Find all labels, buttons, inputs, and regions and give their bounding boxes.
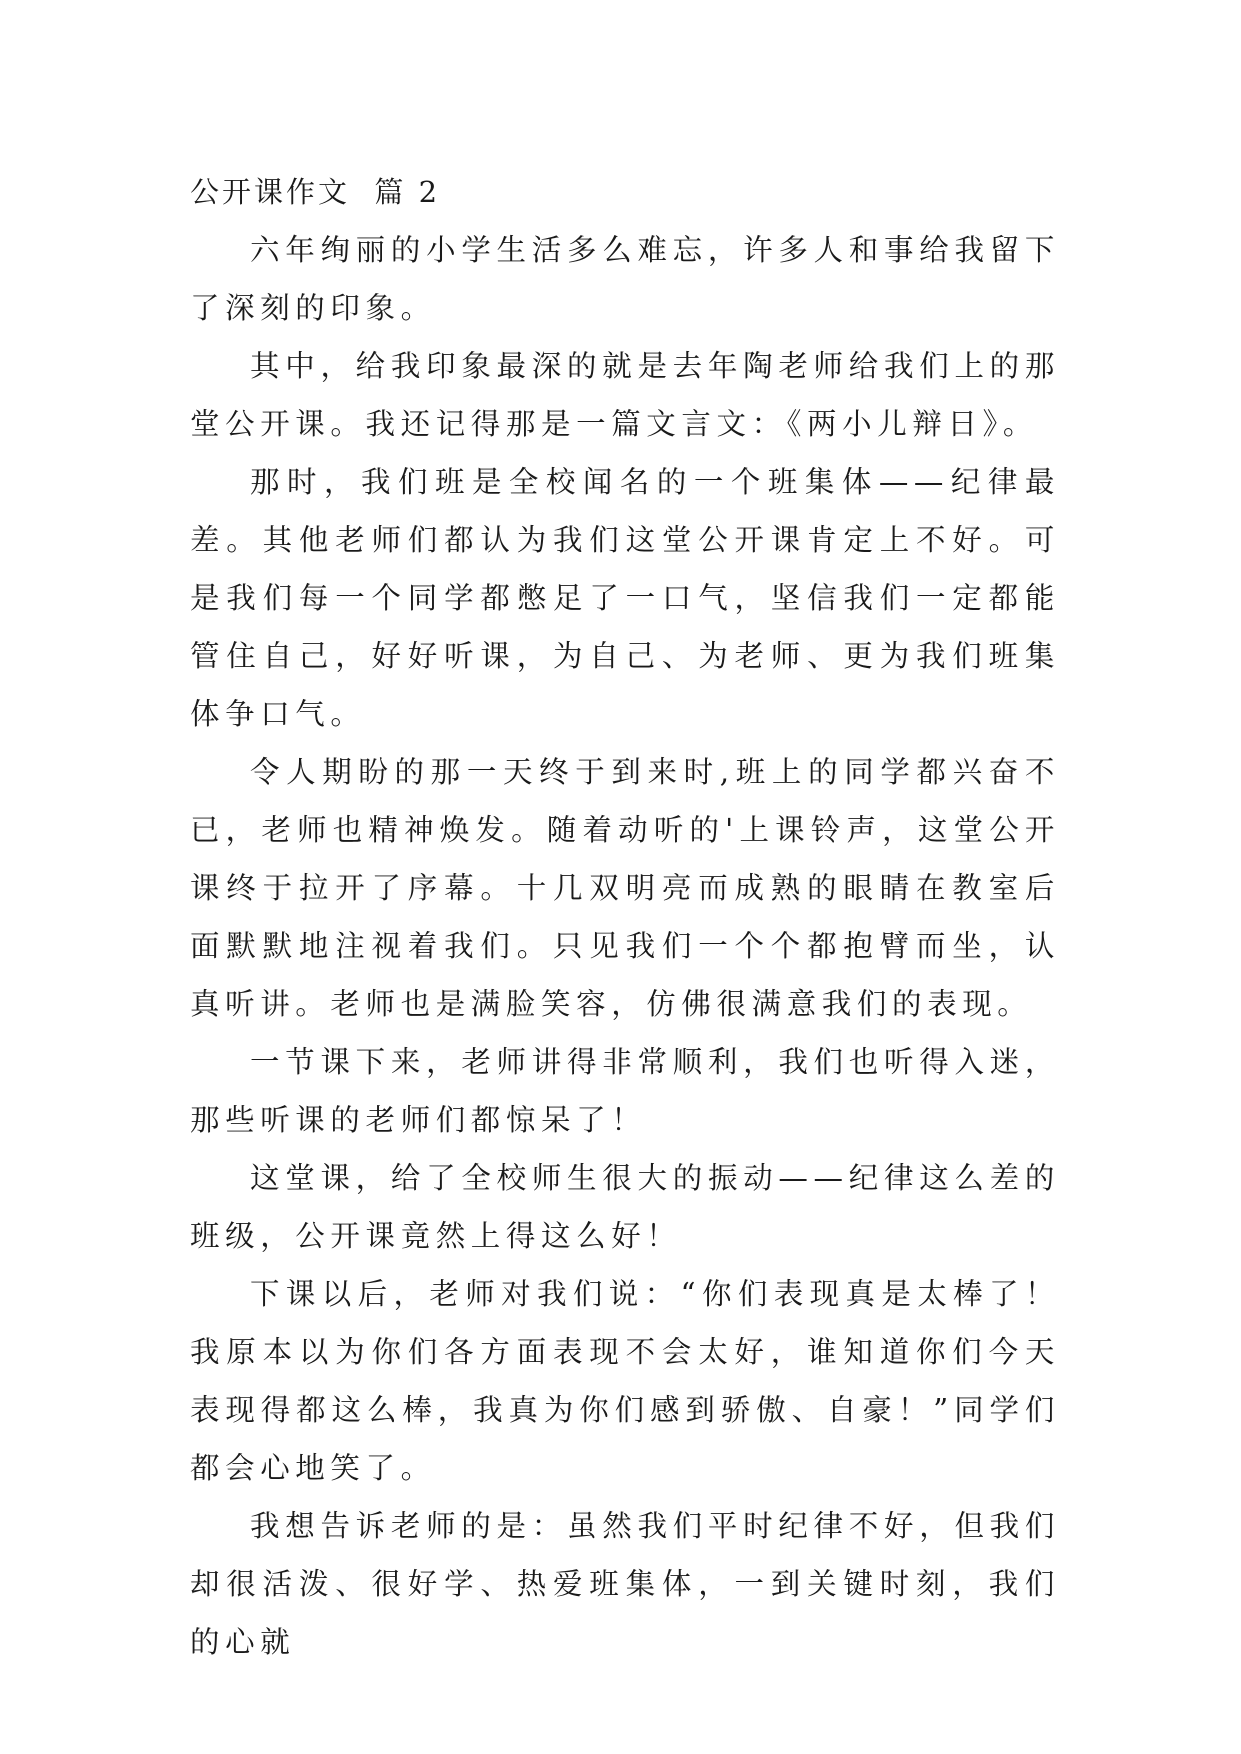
paragraph-4: 令人期盼的那一天终于到来时,班上的同学都兴奋不已，老师也精神焕发。随着动听的'上课铃声，这堂公开课终于拉开了序幕。十几双明亮而成熟的眼睛在教室后面默默地注视着我们。只见我们一个个都抱臂而坐，认真听讲。老师也是满脸笑容，仿佛很满意我们的表现。 xyxy=(190,755,1060,1021)
paragraph-1: 六年绚丽的小学生活多么难忘，许多人和事给我留下了深刻的印象。 xyxy=(190,233,1060,325)
essay-title: 公开课作文 篇 2 xyxy=(190,175,441,209)
document-body xyxy=(190,163,1060,1671)
paragraph-2: 其中，给我印象最深的就是去年陶老师给我们上的那堂公开课。我还记得那是一篇文言文：《两小儿辩日》。 xyxy=(190,349,1060,441)
paragraph-7: 下课以后，老师对我们说：“你们表现真是太棒了！我原本以为你们各方面表现不会太好，谁知道你们今天表现得都这么棒，我真为你们感到骄傲、自豪！”同学们都会心地笑了。 xyxy=(190,1277,1060,1485)
paragraph-8: 我想告诉老师的是：虽然我们平时纪律不好，但我们却很活泼、很好学、热爱班集体，一到关键时刻，我们的心就 xyxy=(190,1509,1060,1659)
paragraph-6: 这堂课，给了全校师生很大的振动——纪律这么差的班级，公开课竟然上得这么好！ xyxy=(190,1161,1060,1253)
paragraph-3: 那时，我们班是全校闻名的一个班集体——纪律最差。其他老师们都认为我们这堂公开课肯定上不好。可是我们每一个同学都憋足了一口气，坚信我们一定都能管住自己，好好听课，为自己、为老师、更为我们班集体争口气。 xyxy=(190,465,1060,731)
paragraph-5: 一节课下来，老师讲得非常顺利，我们也听得入迷，那些听课的老师们都惊呆了！ xyxy=(190,1045,1060,1137)
